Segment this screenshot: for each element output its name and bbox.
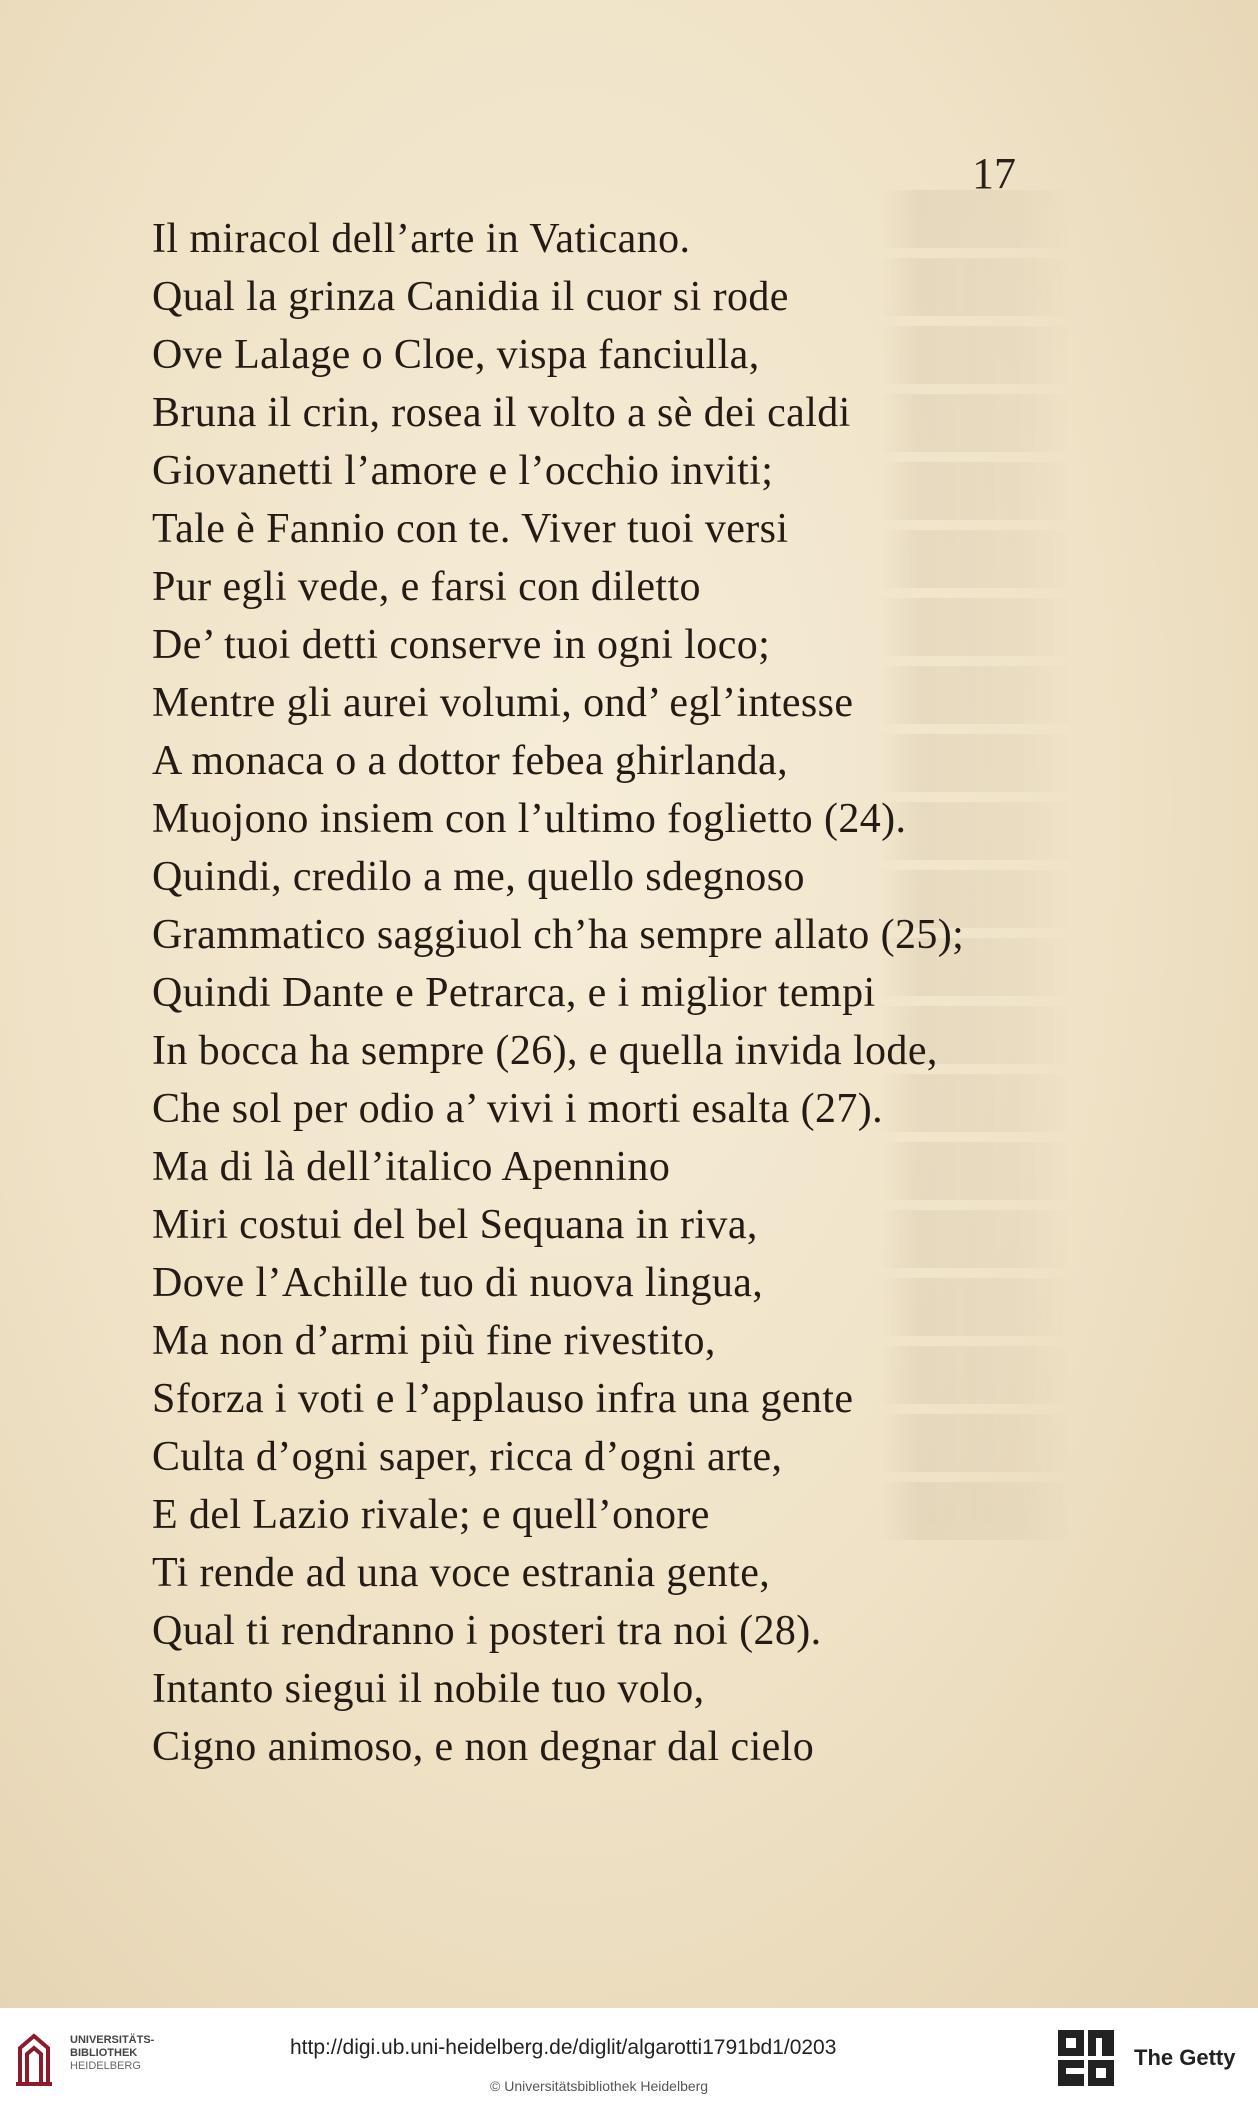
- verse-line: Quindi, credilo a me, quello sdegnoso: [152, 854, 805, 900]
- verse-line: E del Lazio rivale; e quell’onore: [152, 1492, 710, 1538]
- verse-line: Intanto siegui il nobile tuo volo,: [152, 1666, 705, 1712]
- verse-line: Grammatico saggiuol ch’ha sempre allato (25);: [152, 912, 965, 958]
- verse-line: De’ tuoi detti conserve in ogni loco;: [152, 622, 771, 668]
- page-number: 17: [972, 149, 1016, 198]
- verse-line: Che sol per odio a’ vivi i morti esalta (27).: [152, 1086, 884, 1132]
- verse-text: [152, 210, 964, 1776]
- getty-name: The Getty: [1134, 2045, 1236, 2070]
- university-library-name: UNIVERSITÄTS- BIBLIOTHEK HEIDELBERG: [70, 2034, 155, 2072]
- getty-logo-icon[interactable]: [1058, 2030, 1114, 2086]
- verse-line: Ma non d’armi più fine rivestito,: [152, 1318, 716, 1364]
- verse-line: Mentre gli aurei volumi, ond’ egl’intesse: [152, 680, 854, 726]
- verse-line: Il miracol dell’arte in Vaticano.: [152, 216, 691, 262]
- verse-line: Quindi Dante e Petrarca, e i miglior tempi: [152, 970, 876, 1016]
- copyright-notice: © Universitätsbibliothek Heidelberg: [490, 2078, 709, 2094]
- verse-line: A monaca o a dottor febea ghirlanda,: [152, 738, 788, 784]
- verse-line: Qual la grinza Canidia il cuor si rode: [152, 274, 789, 320]
- verse-line: In bocca ha sempre (26), e quella invida lode,: [152, 1028, 938, 1074]
- university-library-logo-icon[interactable]: [14, 2030, 54, 2088]
- verse-line: Ti rende ad una voce estrania gente,: [152, 1550, 771, 1596]
- verse-line: Miri costui del bel Sequana in riva,: [152, 1202, 758, 1248]
- verse-line: Qual ti rendranno i posteri tra noi (28).: [152, 1608, 822, 1654]
- verse-line: Culta d’ogni saper, ricca d’ogni arte,: [152, 1434, 783, 1480]
- verse-line: Dove l’Achille tuo di nuova lingua,: [152, 1260, 764, 1306]
- verse-line: Cigno animoso, e non degnar dal cielo: [152, 1724, 815, 1770]
- verse-line: Sforza i voti e l’applauso infra una gente: [152, 1376, 854, 1422]
- verse-line: Muojono insiem con l’ultimo foglietto (24).: [152, 796, 907, 842]
- verse-line: Bruna il crin, rosea il volto a sè dei caldi: [152, 390, 851, 436]
- viewer-footer: [0, 2008, 1258, 2103]
- verse-line: Pur egli vede, e farsi con diletto: [152, 564, 701, 610]
- verse-line: Ma di là dell’italico Apennino: [152, 1144, 671, 1190]
- permalink-url[interactable]: http://digi.ub.uni-heidelberg.de/diglit/algarotti1791bd1/0203: [290, 2036, 837, 2059]
- verse-line: Ove Lalage o Cloe, vispa fanciulla,: [152, 332, 760, 378]
- verse-line: Tale è Fannio con te. Viver tuoi versi: [152, 506, 789, 552]
- verse-line: Giovanetti l’amore e l’occhio inviti;: [152, 448, 774, 494]
